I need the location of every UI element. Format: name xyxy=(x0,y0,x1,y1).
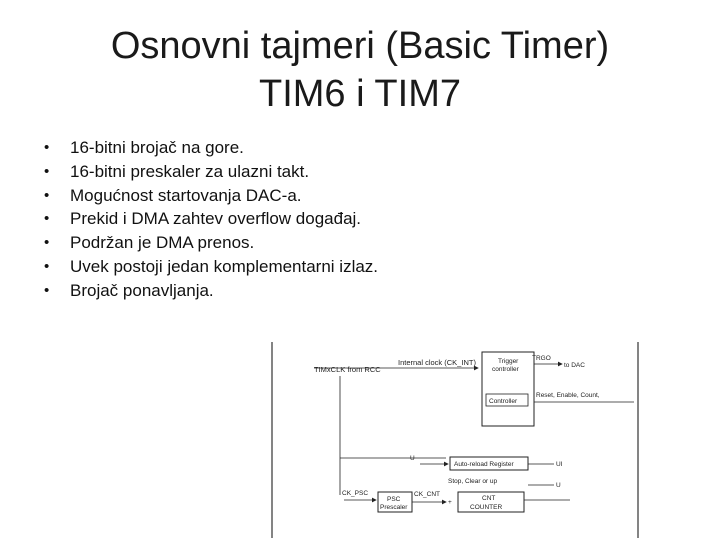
diagram-svg xyxy=(270,340,642,540)
to-dac-label: to DAC xyxy=(564,362,585,369)
u-label-1: U xyxy=(410,455,415,462)
controller-box-label: Controller xyxy=(489,398,518,405)
bullet-icon: • xyxy=(44,162,50,180)
clk-source-label: TIMxCLK from RCC xyxy=(314,365,381,374)
trgo-label: TRGO xyxy=(532,355,551,362)
ui-label: UI xyxy=(556,461,563,468)
bullet-item xyxy=(38,279,378,303)
ck-cnt-label: CK_CNT xyxy=(414,491,441,498)
bullet-icon: • xyxy=(44,257,50,275)
bullet-item xyxy=(38,207,378,231)
bullet-icon: • xyxy=(44,234,50,252)
prescaler-label: Prescaler xyxy=(380,504,408,511)
bullet-text: Mogućnost startovanja DAC-a. xyxy=(70,185,302,205)
bullet-text: Podržan je DMA prenos. xyxy=(70,233,255,253)
internal-clock-label: Internal clock (CK_INT) xyxy=(398,358,476,367)
slide-title xyxy=(0,22,720,118)
psc-label: PSC xyxy=(387,496,401,503)
bullet-icon: • xyxy=(44,210,50,228)
controller-label: controller xyxy=(492,366,519,373)
bullet-item xyxy=(38,184,378,208)
bullet-item xyxy=(38,231,378,255)
bullet-item xyxy=(38,255,378,279)
bullet-icon: • xyxy=(44,139,50,156)
reset-enable-label: Reset, Enable, Count, xyxy=(536,392,600,399)
counter-label: COUNTER xyxy=(470,504,503,511)
stop-clear-label: Stop, Clear or up xyxy=(448,478,498,485)
bullet-text: Prekid i DMA zahtev overflow događaj. xyxy=(70,209,362,229)
bullet-icon: • xyxy=(44,281,50,299)
bullet-text: Brojač ponavljanja. xyxy=(70,280,214,300)
bullet-text: Uvek postoji jedan komplementarni izlaz. xyxy=(70,256,379,276)
u-label-2: U xyxy=(556,482,561,489)
ck-psc-label: CK_PSC xyxy=(342,490,369,497)
auto-reload-label: Auto-reload Register xyxy=(454,461,514,468)
bullet-item xyxy=(38,136,378,160)
bullet-list xyxy=(38,136,378,303)
bullet-icon: • xyxy=(44,186,50,204)
cnt-label: CNT xyxy=(482,495,496,502)
plus-label: + xyxy=(448,499,452,506)
trigger-label: Trigger xyxy=(498,358,519,365)
bullet-text: 16-bitni brojač na gore. xyxy=(70,138,244,157)
title-line-1: Osnovni tajmeri (Basic Timer) xyxy=(110,25,610,67)
bullet-text: 16-bitni preskaler za ulazni takt. xyxy=(70,161,310,181)
title-line-2: TIM6 i TIM7 xyxy=(259,73,461,115)
bullet-item xyxy=(38,160,378,184)
timer-block-diagram xyxy=(270,340,642,540)
